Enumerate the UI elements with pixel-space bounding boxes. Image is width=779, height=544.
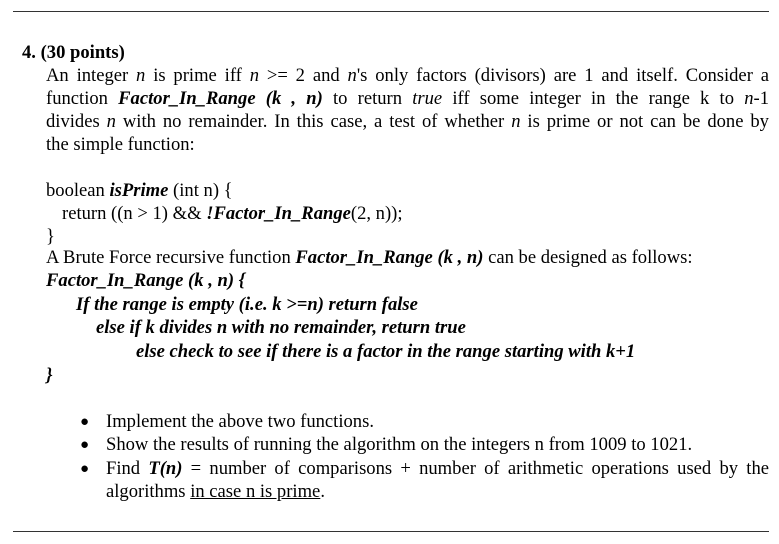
pseudo-close-brace: } — [46, 365, 53, 386]
intro-line-2: function Factor_In_Range (k , n) to return true iff some integer in the range k to n-1 — [46, 88, 769, 109]
pseudo-line-3: else check to see if there is a factor in the range starting with k+1 — [136, 341, 636, 362]
bullet-icon: ● — [80, 437, 90, 453]
task-3-continuation: algorithms in case n is prime. — [106, 481, 325, 502]
pseudo-line-2: else if k divides n with no remainder, return true — [96, 317, 466, 338]
pseudo-line-1: If the range is empty (i.e. k >=n) return false — [76, 294, 418, 315]
question-heading: 4. (30 points) — [22, 42, 125, 63]
isprime-close-brace: } — [46, 226, 55, 247]
intro-line-1: An integer n is prime iff n >= 2 and n's only factors (divisors) are 1 and itself. Consider a — [46, 65, 769, 86]
bullet-icon: ● — [80, 461, 90, 477]
intro-line-4: the simple function: — [46, 134, 195, 155]
bullet-icon: ● — [80, 414, 90, 430]
task-3: Find T(n) = number of comparisons + number of arithmetic operations used by the — [106, 458, 770, 479]
task-2: Show the results of running the algorithm on the integers n from 1009 to 1021. — [106, 434, 693, 455]
isprime-return: return ((n > 1) && !Factor_In_Range(2, n)); — [62, 203, 403, 224]
brute-force-description: A Brute Force recursive function Factor_In_Range (k , n) can be designed as follows: — [46, 247, 693, 268]
pseudo-header: Factor_In_Range (k , n) { — [46, 270, 246, 291]
bottom-rule — [13, 531, 769, 532]
top-rule — [13, 11, 769, 12]
intro-line-3: divides n with no remainder. In this case, a test of whether n is prime or not can be done by — [46, 111, 769, 132]
isprime-signature: boolean isPrime (int n) { — [46, 180, 233, 201]
task-1: Implement the above two functions. — [106, 411, 374, 432]
